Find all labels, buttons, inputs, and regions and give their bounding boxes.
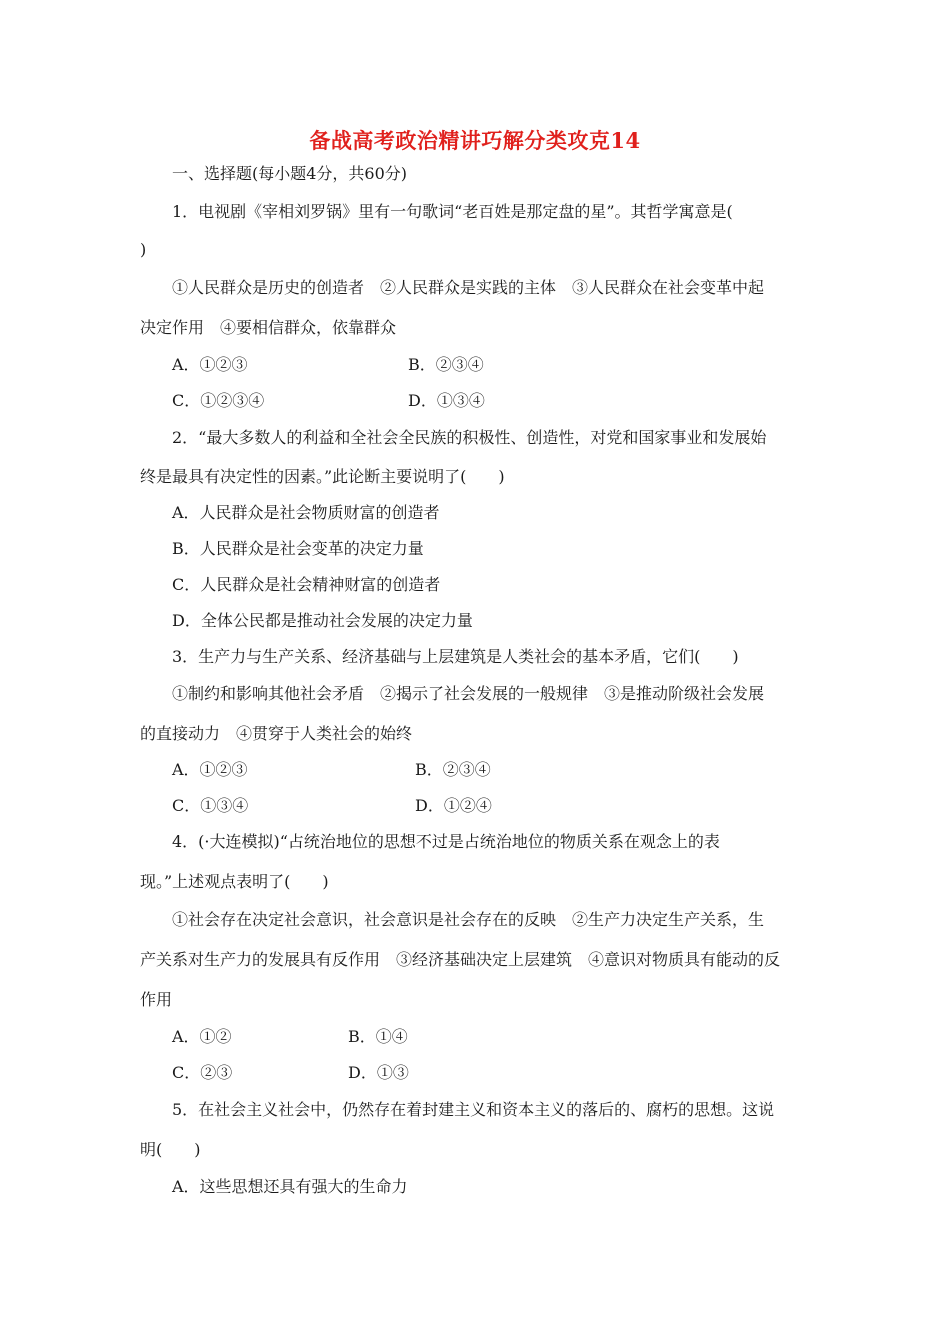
question-4-option-d: D．①③ [348, 1063, 409, 1082]
question-4-stem: 现。”上述观点表明了( ) [140, 872, 329, 891]
question-1-items: ①人民群众是历史的创造者 ②人民群众是实践的主体 ③人民群众在社会变革中起 [172, 278, 765, 297]
question-2-option-d: D．全体公民都是推动社会发展的决定力量 [172, 611, 473, 630]
question-4-items: 产关系对生产力的发展具有反作用 ③经济基础决定上层建筑 ④意识对物质具有能动的反 [140, 950, 781, 969]
question-5-stem: 5．在社会主义社会中，仍然存在着封建主义和资本主义的落后的、腐朽的思想。这说 [172, 1100, 775, 1119]
question-1-items: 决定作用 ④要相信群众，依靠群众 [140, 318, 397, 337]
question-5-option-a: A．这些思想还具有强大的生命力 [172, 1177, 408, 1196]
question-3-option-d: D．①②④ [415, 796, 492, 815]
question-1-option-a: A．①②③ [172, 355, 248, 374]
question-2-stem: 2．“最大多数人的利益和全社会全民族的积极性、创造性，对党和国家事业和发展始 [172, 428, 767, 447]
question-3-stem: 3．生产力与生产关系、经济基础与上层建筑是人类社会的基本矛盾，它们( ) [172, 647, 739, 666]
question-3-option-c: C．①③④ [172, 796, 249, 815]
question-4-items: ①社会存在决定社会意识，社会意识是社会存在的反映 ②生产力决定生产关系，生 [172, 910, 765, 929]
question-1-stem: ) [140, 240, 147, 259]
question-3-items: ①制约和影响其他社会矛盾 ②揭示了社会发展的一般规律 ③是推动阶级社会发展 [172, 684, 765, 703]
question-3-option-b: B．②③④ [415, 760, 491, 779]
question-4-stem: 4．(·大连模拟)“占统治地位的思想不过是占统治地位的物质关系在观念上的表 [172, 832, 720, 851]
section-heading: 一、选择题(每小题4分，共60分) [172, 164, 408, 183]
question-4-items: 作用 [140, 990, 173, 1009]
question-1-option-c: C．①②③④ [172, 391, 265, 410]
question-2-option-c: C．人民群众是社会精神财富的创造者 [172, 575, 441, 594]
question-2-option-b: B．人民群众是社会变革的决定力量 [172, 539, 424, 558]
question-4-option-a: A．①② [172, 1027, 232, 1046]
question-1-stem: 1．电视剧《宰相刘罗锅》里有一句歌词“老百姓是那定盘的星”。其哲学寓意是( [172, 202, 733, 221]
question-4-option-c: C．②③ [172, 1063, 233, 1082]
question-2-option-a: A．人民群众是社会物质财富的创造者 [172, 503, 440, 522]
question-2-stem: 终是最具有决定性的因素。”此论断主要说明了( ) [140, 467, 505, 486]
question-1-option-b: B．②③④ [408, 355, 484, 374]
question-3-items: 的直接动力 ④贯穿于人类社会的始终 [140, 724, 413, 743]
question-4-option-b: B．①④ [348, 1027, 408, 1046]
question-3-option-a: A．①②③ [172, 760, 248, 779]
question-1-option-d: D．①③④ [408, 391, 485, 410]
question-5-stem: 明( ) [140, 1140, 201, 1159]
document-title: 备战高考政治精讲巧解分类攻克14 [309, 128, 641, 153]
